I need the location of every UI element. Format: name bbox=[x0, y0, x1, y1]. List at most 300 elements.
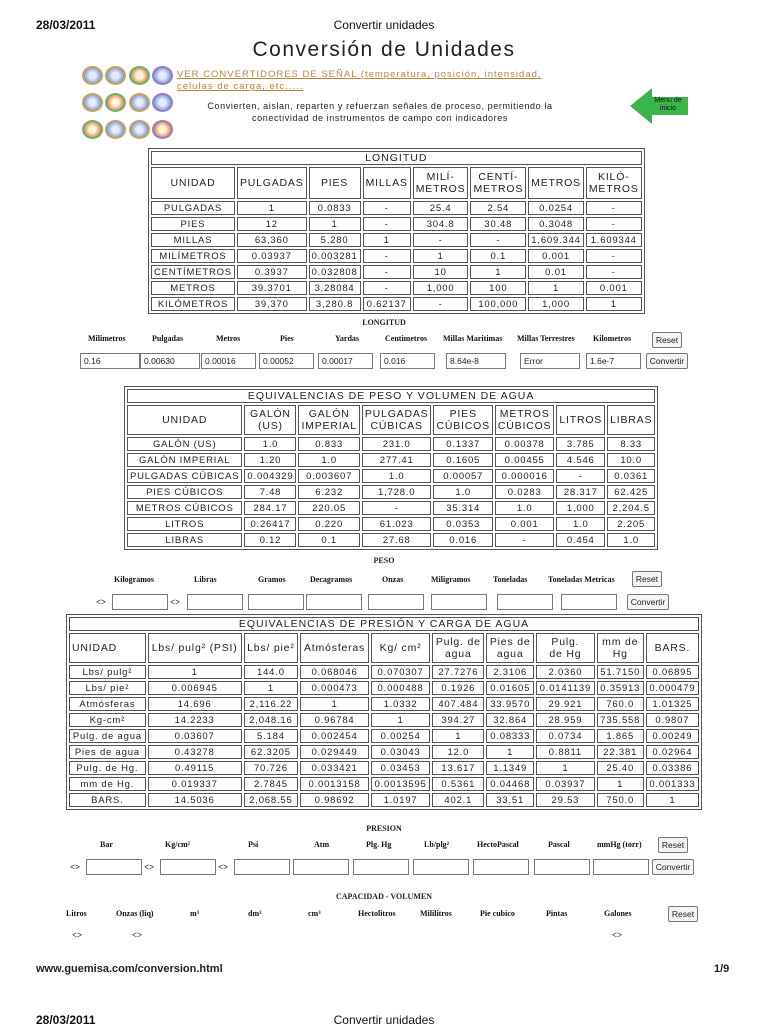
longitud-cell: 1 bbox=[528, 281, 584, 295]
longitud-cell: - bbox=[363, 265, 411, 279]
longitud-cell: - bbox=[413, 233, 469, 247]
peso-cell: 3.785 bbox=[556, 437, 605, 451]
longitud-reset-button[interactable]: Reset bbox=[652, 332, 682, 348]
longitud-cell: 1 bbox=[413, 249, 469, 263]
longitud-convert-button[interactable]: Convertir bbox=[646, 353, 688, 369]
presion-arrow: <> bbox=[144, 862, 155, 872]
presion-cell: 1.1349 bbox=[486, 761, 534, 775]
presion-arrow: <> bbox=[218, 862, 229, 872]
presion-field-label: Pascal bbox=[548, 840, 570, 849]
longitud-row bbox=[151, 233, 642, 247]
longitud-field-label: Millas Maritimas bbox=[443, 334, 503, 343]
longitud-row-label: PULGADAS bbox=[151, 201, 235, 215]
longitud-value-input[interactable]: 0.00017 bbox=[318, 353, 373, 369]
peso-row bbox=[127, 533, 655, 547]
peso-cell: 0.003607 bbox=[298, 469, 359, 483]
peso-header-cell: METROS CÚBICOS bbox=[495, 405, 554, 435]
peso-cell: 2,204.5 bbox=[607, 501, 655, 515]
presion-value-input[interactable] bbox=[593, 859, 649, 875]
longitud-cell: 3,280.8 bbox=[309, 297, 361, 311]
presion-cell: 0.8811 bbox=[536, 745, 595, 759]
page-title: Conversión de Unidades bbox=[252, 38, 516, 61]
longitud-cell: 1 bbox=[237, 201, 307, 215]
peso-header-cell: PULGADAS CÚBICAS bbox=[362, 405, 432, 435]
presion-cell: 13.617 bbox=[432, 761, 484, 775]
presion-cell: 0.49115 bbox=[148, 761, 242, 775]
longitud-field-label: Pulgadas bbox=[152, 334, 184, 343]
longitud-value-input[interactable]: 0.00016 bbox=[201, 353, 256, 369]
presion-header-cell: Lbs/ pulg² (PSI) bbox=[148, 633, 242, 663]
longitud-field-label: Millas Terrestres bbox=[517, 334, 575, 343]
presion-field-label: Psi bbox=[248, 840, 259, 849]
peso-cell: 62.425 bbox=[607, 485, 655, 499]
longitud-field-label: Yardas bbox=[335, 334, 360, 343]
longitud-header-cell: KILÓ- METROS bbox=[586, 167, 642, 199]
presion-cell: 1 bbox=[597, 777, 644, 791]
presion-cell: 0.43278 bbox=[148, 745, 242, 759]
capacidad-field-label: Galones bbox=[604, 909, 632, 918]
peso-cell: 0.1 bbox=[298, 533, 359, 547]
peso-field-label: Toneladas bbox=[493, 575, 528, 584]
longitud-cell: - bbox=[363, 217, 411, 231]
longitud-cell: 25.4 bbox=[413, 201, 469, 215]
presion-header-cell: Pulg. de Hg bbox=[536, 633, 595, 663]
longitud-cell: - bbox=[470, 233, 526, 247]
presion-cell: 1 bbox=[536, 761, 595, 775]
peso-cell: 1.0 bbox=[433, 485, 492, 499]
presion-header-cell: mm de Hg bbox=[597, 633, 644, 663]
presion-cell: 0.0013595 bbox=[371, 777, 430, 791]
longitud-cell: 1 bbox=[586, 297, 642, 311]
peso-header-cell: UNIDAD bbox=[127, 405, 242, 435]
peso-caption: EQUIVALENCIAS DE PESO Y VOLUMEN DE AGUA bbox=[127, 389, 655, 403]
longitud-cell: 0.001 bbox=[586, 281, 642, 295]
longitud-value-input[interactable]: 8.64e-8 bbox=[446, 353, 506, 369]
capacidad-field-label: dm³ bbox=[248, 909, 262, 918]
presion-header-cell: Lbs/ pie² bbox=[244, 633, 299, 663]
peso-cell: 27.68 bbox=[362, 533, 432, 547]
longitud-header-cell: CENTÍ- METROS bbox=[470, 167, 526, 199]
peso-cell: 0.0361 bbox=[607, 469, 655, 483]
presion-cell: 51.7150 bbox=[597, 665, 644, 679]
presion-cell: 14.2233 bbox=[148, 713, 242, 727]
longitud-table bbox=[148, 148, 645, 314]
longitud-value-input[interactable]: 0.00052 bbox=[259, 353, 314, 369]
presion-reset-button[interactable]: Reset bbox=[658, 837, 688, 853]
peso-cell: - bbox=[495, 533, 554, 547]
longitud-row bbox=[151, 297, 642, 311]
peso-cell: 0.016 bbox=[433, 533, 492, 547]
peso-arrow: <> bbox=[170, 597, 181, 607]
menu-inicio-button[interactable] bbox=[630, 88, 688, 124]
presion-cell: 0.068046 bbox=[300, 665, 369, 679]
presion-value-input[interactable] bbox=[473, 859, 529, 875]
peso-cell: 4.546 bbox=[556, 453, 605, 467]
longitud-field-label: Milimetros bbox=[88, 334, 126, 343]
presion-field-label: Plg. Hg bbox=[366, 840, 392, 849]
capacidad-field-label: Pie cubico bbox=[480, 909, 515, 918]
presion-cell: 27.7276 bbox=[432, 665, 484, 679]
longitud-cell: 3.28084 bbox=[309, 281, 361, 295]
longitud-row-label: MILLAS bbox=[151, 233, 235, 247]
capacidad-field-label: Mililitros bbox=[420, 909, 452, 918]
presion-value-input[interactable] bbox=[234, 859, 290, 875]
peso-cell: 10.0 bbox=[607, 453, 655, 467]
presion-cell: 2,068.55 bbox=[244, 793, 299, 807]
presion-cell: 0.070307 bbox=[371, 665, 430, 679]
presion-cell: 0.000479 bbox=[646, 681, 699, 695]
peso-cell: 1.0 bbox=[556, 517, 605, 531]
presion-row-label: Kg-cm² bbox=[69, 713, 146, 727]
presion-cell: 394.27 bbox=[432, 713, 484, 727]
presion-header-cell: Pulg. de agua bbox=[432, 633, 484, 663]
longitud-cell: - bbox=[586, 249, 642, 263]
presion-row bbox=[69, 745, 699, 759]
longitud-field-label: Metros bbox=[216, 334, 241, 343]
peso-field-label: Kilogramos bbox=[114, 575, 154, 584]
presion-value-input[interactable] bbox=[413, 859, 469, 875]
longitud-value-input[interactable]: Error bbox=[520, 353, 580, 369]
peso-cell: 0.454 bbox=[556, 533, 605, 547]
presion-cell: 1.0332 bbox=[371, 697, 430, 711]
presion-cell: 2,116.22 bbox=[244, 697, 299, 711]
longitud-header-cell: MILÍ- METROS bbox=[413, 167, 469, 199]
longitud-cell: 5,280 bbox=[309, 233, 361, 247]
peso-arrow: <> bbox=[96, 597, 107, 607]
longitud-cell: - bbox=[586, 201, 642, 215]
longitud-cell: 2.54 bbox=[470, 201, 526, 215]
footer-url: www.guemisa.com/conversion.html bbox=[36, 963, 223, 975]
print-title-2: Convertir unidades bbox=[333, 1013, 435, 1024]
peso-header-cell: PIES CÚBICOS bbox=[433, 405, 492, 435]
capacidad-arrow-1: <> bbox=[72, 930, 83, 940]
longitud-header-cell: MILLAS bbox=[363, 167, 411, 199]
capacidad-field-label: Onzas (liq) bbox=[116, 909, 154, 918]
presion-row bbox=[69, 777, 699, 791]
peso-table bbox=[124, 386, 658, 550]
presion-cell: 0.001333 bbox=[646, 777, 699, 791]
presion-cell: 0.00249 bbox=[646, 729, 699, 743]
peso-value-input[interactable] bbox=[561, 594, 617, 610]
longitud-row-label: METROS bbox=[151, 281, 235, 295]
presion-row bbox=[69, 681, 699, 695]
peso-cell: 0.1605 bbox=[433, 453, 492, 467]
footer-page: 1/9 bbox=[714, 963, 730, 975]
presion-row bbox=[69, 761, 699, 775]
longitud-header-cell: METROS bbox=[528, 167, 584, 199]
longitud-cell: 0.1 bbox=[470, 249, 526, 263]
capacidad-field-label: Litros bbox=[66, 909, 87, 918]
presion-cell: 0.01605 bbox=[486, 681, 534, 695]
peso-cell: 0.000016 bbox=[495, 469, 554, 483]
peso-reset-button[interactable]: Reset bbox=[632, 571, 662, 587]
peso-cell: 1.20 bbox=[244, 453, 296, 467]
presion-row bbox=[69, 665, 699, 679]
peso-cell: 0.833 bbox=[298, 437, 359, 451]
longitud-row bbox=[151, 217, 642, 231]
longitud-cell: - bbox=[363, 281, 411, 295]
presion-cell: 14.5036 bbox=[148, 793, 242, 807]
longitud-cell: 39,370 bbox=[237, 297, 307, 311]
longitud-row-label: KILÓMETROS bbox=[151, 297, 235, 311]
peso-cell: 28.317 bbox=[556, 485, 605, 499]
presion-cell: 0.04468 bbox=[486, 777, 534, 791]
presion-field-label: HectoPascal bbox=[477, 840, 519, 849]
presion-cell: 1.0197 bbox=[371, 793, 430, 807]
presion-cell: 1 bbox=[432, 729, 484, 743]
presion-field-label: mmHg (torr) bbox=[597, 840, 642, 849]
print-title: Convertir unidades bbox=[333, 18, 435, 32]
presion-cell: 402.1 bbox=[432, 793, 484, 807]
presion-cell: 1 bbox=[300, 697, 369, 711]
presion-row-label: Pulg. de agua bbox=[69, 729, 146, 743]
longitud-cell: 1 bbox=[470, 265, 526, 279]
presion-cell: 0.019337 bbox=[148, 777, 242, 791]
longitud-cell: - bbox=[586, 217, 642, 231]
presion-caption: EQUIVALENCIAS DE PRESIÓN Y CARGA DE AGUA bbox=[69, 617, 699, 631]
presion-cell: 0.0141139 bbox=[536, 681, 595, 695]
peso-field-label: Toneladas Metricas bbox=[548, 575, 615, 584]
peso-field-label: Gramos bbox=[258, 575, 286, 584]
peso-value-input[interactable] bbox=[368, 594, 424, 610]
peso-cell: - bbox=[362, 501, 432, 515]
longitud-cell: 1,000 bbox=[413, 281, 469, 295]
presion-cell: 1 bbox=[148, 665, 242, 679]
longitud-caption: LONGITUD bbox=[151, 151, 642, 165]
peso-cell: 61.023 bbox=[362, 517, 432, 531]
presion-row-label: Pulg. de Hg. bbox=[69, 761, 146, 775]
presion-cell: 29.921 bbox=[536, 697, 595, 711]
presion-value-input[interactable] bbox=[86, 859, 142, 875]
presion-cell: 0.1926 bbox=[432, 681, 484, 695]
presion-cell: 0.002454 bbox=[300, 729, 369, 743]
peso-cell: 7.48 bbox=[244, 485, 296, 499]
longitud-row bbox=[151, 249, 642, 263]
presion-cell: 14.696 bbox=[148, 697, 242, 711]
longitud-cell: 1,609.344 bbox=[528, 233, 584, 247]
presion-cell: 0.00254 bbox=[371, 729, 430, 743]
presion-cell: 1.01325 bbox=[646, 697, 699, 711]
longitud-cell: 1 bbox=[363, 233, 411, 247]
longitud-cell: 12 bbox=[237, 217, 307, 231]
longitud-row bbox=[151, 265, 642, 279]
longitud-cell: 0.001 bbox=[528, 249, 584, 263]
presion-cell: 0.03937 bbox=[536, 777, 595, 791]
signal-converters-link[interactable]: VER CONVERTIDORES DE SEÑAL (temperatura, posición, intensidad, celulas de carga, etc..... bbox=[177, 69, 542, 92]
capacidad-field-label: cm³ bbox=[308, 909, 321, 918]
presion-cell: 2.7845 bbox=[244, 777, 299, 791]
presion-cell: 0.35913 bbox=[597, 681, 644, 695]
peso-value-input[interactable] bbox=[497, 594, 553, 610]
presion-value-input[interactable] bbox=[534, 859, 590, 875]
peso-cell: 0.220 bbox=[298, 517, 359, 531]
peso-value-input[interactable] bbox=[187, 594, 243, 610]
peso-cell: 1.0 bbox=[362, 469, 432, 483]
presion-cell: 0.03043 bbox=[371, 745, 430, 759]
presion-cell: 1 bbox=[486, 745, 534, 759]
presion-cell: 1 bbox=[646, 793, 699, 807]
peso-header-cell: LIBRAS bbox=[607, 405, 655, 435]
peso-row-label: METROS CÚBICOS bbox=[127, 501, 242, 515]
description-text: Convierten, aislan, reparten y refuerzan señales de proceso, permitiendo la conectividad de instrumentos de campo con indicadores bbox=[207, 101, 553, 123]
presion-table bbox=[66, 614, 702, 810]
longitud-value-input[interactable]: 0.016 bbox=[380, 353, 435, 369]
presion-cell: 760.0 bbox=[597, 697, 644, 711]
longitud-cell: 10 bbox=[413, 265, 469, 279]
peso-cell: 35.314 bbox=[433, 501, 492, 515]
longitud-header-cell: PIES bbox=[309, 167, 361, 199]
presion-arrow: <> bbox=[70, 862, 81, 872]
presion-value-input[interactable] bbox=[160, 859, 216, 875]
presion-row-label: BARS. bbox=[69, 793, 146, 807]
peso-row bbox=[127, 501, 655, 515]
print-date-2: 28/03/2011 bbox=[36, 1013, 96, 1024]
presion-row bbox=[69, 793, 699, 807]
presion-row bbox=[69, 729, 699, 743]
peso-cell: 0.12 bbox=[244, 533, 296, 547]
longitud-cell: 39.3701 bbox=[237, 281, 307, 295]
peso-cell: - bbox=[556, 469, 605, 483]
longitud-cell: 0.01 bbox=[528, 265, 584, 279]
peso-row bbox=[127, 517, 655, 531]
peso-cell: 0.0353 bbox=[433, 517, 492, 531]
peso-field-label: Decagramos bbox=[310, 575, 353, 584]
presion-cell: 1 bbox=[244, 681, 299, 695]
presion-cell: 2,048.16 bbox=[244, 713, 299, 727]
peso-convert-button[interactable]: Convertir bbox=[627, 594, 669, 610]
presion-row bbox=[69, 697, 699, 711]
longitud-cell: 1.609344 bbox=[586, 233, 642, 247]
presion-cell: 2.3106 bbox=[486, 665, 534, 679]
presion-cell: 0.0734 bbox=[536, 729, 595, 743]
longitud-row-label: MILÍMETROS bbox=[151, 249, 235, 263]
capacidad-field-label: m³ bbox=[190, 909, 200, 918]
peso-row bbox=[127, 437, 655, 451]
peso-section-title: PESO bbox=[373, 556, 395, 565]
longitud-cell: 0.03937 bbox=[237, 249, 307, 263]
longitud-cell: - bbox=[413, 297, 469, 311]
presion-cell: 12.0 bbox=[432, 745, 484, 759]
peso-cell: 8.33 bbox=[607, 437, 655, 451]
peso-cell: 1,000 bbox=[556, 501, 605, 515]
peso-cell: 1.0 bbox=[298, 453, 359, 467]
peso-cell: 0.00378 bbox=[495, 437, 554, 451]
presion-cell: 407.484 bbox=[432, 697, 484, 711]
presion-field-label: Kg/cm² bbox=[165, 840, 191, 849]
peso-value-input[interactable] bbox=[112, 594, 168, 610]
presion-cell: 32.864 bbox=[486, 713, 534, 727]
peso-row-label: PULGADAS CÚBICAS bbox=[127, 469, 242, 483]
peso-field-label: Miligramos bbox=[431, 575, 471, 584]
peso-cell: 0.004329 bbox=[244, 469, 296, 483]
presion-cell: 0.000488 bbox=[371, 681, 430, 695]
presion-cell: 28.959 bbox=[536, 713, 595, 727]
peso-cell: 1,728.0 bbox=[362, 485, 432, 499]
peso-row bbox=[127, 469, 655, 483]
capacidad-arrow-2: <> bbox=[132, 930, 143, 940]
peso-row-label: PIES CÚBICOS bbox=[127, 485, 242, 499]
peso-value-input[interactable] bbox=[431, 594, 487, 610]
presion-cell: 70.726 bbox=[244, 761, 299, 775]
longitud-cell: 0.0833 bbox=[309, 201, 361, 215]
presion-cell: 0.98692 bbox=[300, 793, 369, 807]
longitud-cell: 0.003281 bbox=[309, 249, 361, 263]
peso-row-label: LIBRAS bbox=[127, 533, 242, 547]
peso-header-cell: GALÓN IMPERIAL bbox=[298, 405, 359, 435]
presion-value-input[interactable] bbox=[353, 859, 409, 875]
presion-cell: 0.006945 bbox=[148, 681, 242, 695]
peso-cell: 220.05 bbox=[298, 501, 359, 515]
presion-convert-button[interactable]: Convertir bbox=[652, 859, 694, 875]
presion-cell: 29.53 bbox=[536, 793, 595, 807]
peso-header-cell: LITROS bbox=[556, 405, 605, 435]
presion-row-label: Atmósferas bbox=[69, 697, 146, 711]
presion-cell: 0.0013158 bbox=[300, 777, 369, 791]
presion-cell: 5.184 bbox=[244, 729, 299, 743]
presion-cell: 22.381 bbox=[597, 745, 644, 759]
peso-cell: 2.205 bbox=[607, 517, 655, 531]
longitud-row-label: CENTÍMETROS bbox=[151, 265, 235, 279]
capacidad-reset-button[interactable]: Reset bbox=[668, 906, 698, 922]
peso-cell: 0.0283 bbox=[495, 485, 554, 499]
peso-cell: 0.00057 bbox=[433, 469, 492, 483]
peso-value-input[interactable] bbox=[306, 594, 362, 610]
presion-value-input[interactable] bbox=[293, 859, 349, 875]
longitud-value-input[interactable]: 1.6e-7 bbox=[586, 353, 641, 369]
presion-field-label: Atm bbox=[314, 840, 330, 849]
peso-cell: 0.1337 bbox=[433, 437, 492, 451]
peso-cell: 277.41 bbox=[362, 453, 432, 467]
peso-cell: 6.232 bbox=[298, 485, 359, 499]
peso-row-label: GALÓN IMPERIAL bbox=[127, 453, 242, 467]
peso-header-cell: GALÓN (US) bbox=[244, 405, 296, 435]
longitud-cell: 63,360 bbox=[237, 233, 307, 247]
presion-cell: 0.000473 bbox=[300, 681, 369, 695]
longitud-cell: 0.3937 bbox=[237, 265, 307, 279]
presion-header-cell: UNIDAD bbox=[69, 633, 146, 663]
longitud-value-input[interactable]: 0.16 bbox=[80, 353, 140, 369]
presion-cell: 0.08333 bbox=[486, 729, 534, 743]
presion-cell: 0.033421 bbox=[300, 761, 369, 775]
longitud-cell: 0.3048 bbox=[528, 217, 584, 231]
presion-cell: 750.0 bbox=[597, 793, 644, 807]
presion-cell: 144.0 bbox=[244, 665, 299, 679]
longitud-header-cell: PULGADAS bbox=[237, 167, 307, 199]
presion-header-cell: Pies de agua bbox=[486, 633, 534, 663]
peso-cell: 0.26417 bbox=[244, 517, 296, 531]
longitud-cell: 1,000 bbox=[528, 297, 584, 311]
peso-value-input[interactable] bbox=[248, 594, 304, 610]
longitud-row bbox=[151, 281, 642, 295]
presion-row-label: mm de Hg. bbox=[69, 777, 146, 791]
longitud-cell: - bbox=[586, 265, 642, 279]
peso-cell: 0.001 bbox=[495, 517, 554, 531]
longitud-cell: - bbox=[363, 249, 411, 263]
presion-cell: 0.96784 bbox=[300, 713, 369, 727]
capacidad-section-title: CAPACIDAD - VOLUMEN bbox=[336, 892, 432, 901]
peso-cell: 231.0 bbox=[362, 437, 432, 451]
peso-field-label: Onzas bbox=[382, 575, 404, 584]
peso-cell: 0.00455 bbox=[495, 453, 554, 467]
longitud-section-title: LONGITUD bbox=[362, 318, 406, 327]
peso-cell: 284.17 bbox=[244, 501, 296, 515]
presion-header-cell: BARS. bbox=[646, 633, 699, 663]
longitud-value-input[interactable]: 0.00630 bbox=[140, 353, 200, 369]
peso-field-label: Libras bbox=[194, 575, 217, 584]
presion-cell: 33.51 bbox=[486, 793, 534, 807]
presion-row-label: Lbs/ pie² bbox=[69, 681, 146, 695]
presion-field-label: Bar bbox=[100, 840, 113, 849]
